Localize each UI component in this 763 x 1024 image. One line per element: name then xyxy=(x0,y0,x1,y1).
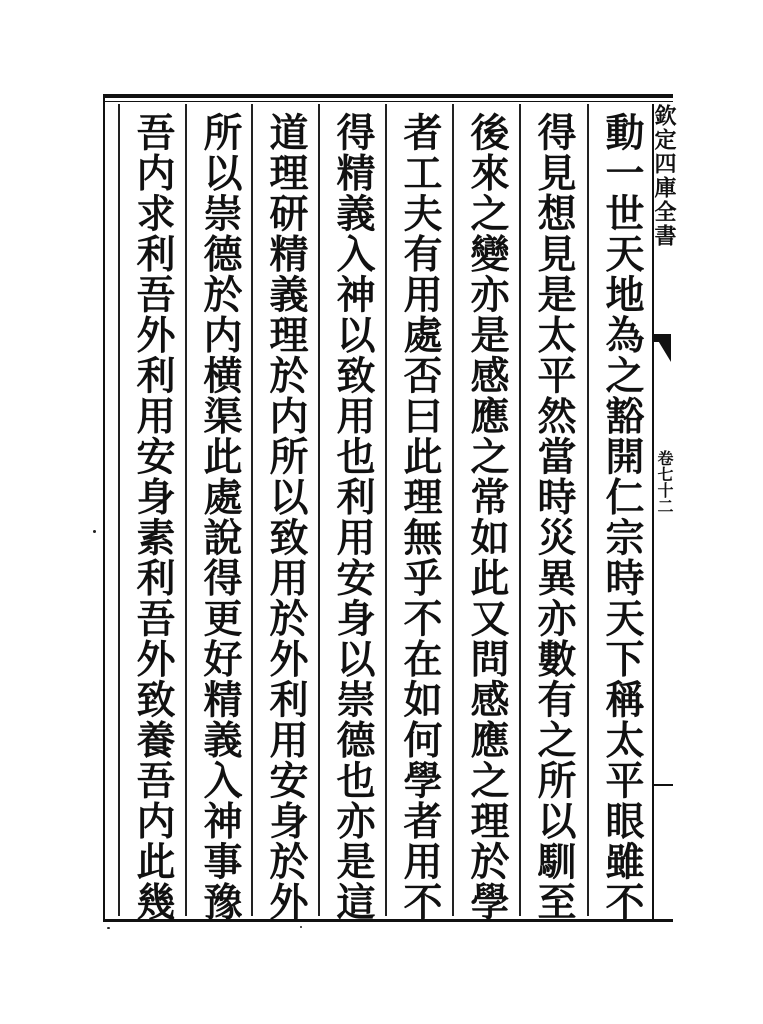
frame-top-border xyxy=(103,94,673,98)
column-text: 後來之變亦是感應之常如此又問感應之理於學 xyxy=(464,112,510,922)
column-text: 者工夫有用處否曰此理無乎不在如何學者用不 xyxy=(397,112,443,922)
book-title: 欽定四庫全書 xyxy=(651,104,677,248)
text-column-3 xyxy=(456,112,518,922)
column-divider xyxy=(118,104,120,916)
column-divider xyxy=(385,104,387,916)
text-column-5 xyxy=(322,112,384,922)
text-column-2 xyxy=(523,112,585,922)
chapter-label: 卷七十二 xyxy=(655,450,674,514)
scan-speck xyxy=(300,926,302,928)
text-column-4 xyxy=(389,112,451,922)
text-column-8 xyxy=(122,112,184,922)
column-text: 動一世天地為之豁開仁宗時天下稱太平眼雖不 xyxy=(599,112,645,922)
column-divider xyxy=(318,104,320,916)
frame-left-border xyxy=(103,97,105,920)
scan-speck xyxy=(93,530,96,533)
column-text: 得精義入神以致用也利用安身以崇德也亦是這 xyxy=(330,112,376,922)
column-divider xyxy=(452,104,454,916)
text-column-7 xyxy=(189,112,251,922)
column-divider xyxy=(185,104,187,916)
column-divider xyxy=(587,104,589,916)
fish-tail-mark-point xyxy=(654,334,671,362)
text-column-6 xyxy=(255,112,317,922)
column-text: 道理研精義理於内所以致用於外利用安身於外 xyxy=(263,112,309,922)
column-text: 吾内求利吾外利用安身素利吾外致養吾内此幾 xyxy=(130,112,176,922)
margin-tick xyxy=(652,784,673,786)
column-divider xyxy=(251,104,253,916)
column-text: 得見想見是太平然當時災異亦數有之所以馴至 xyxy=(531,112,577,922)
frame-top-inner-border xyxy=(103,101,673,102)
column-text: 所以崇德於内横渠此處說得更好精義入神事豫 xyxy=(197,112,243,922)
scan-speck xyxy=(107,927,110,929)
column-divider xyxy=(519,104,521,916)
text-column-1 xyxy=(591,112,653,922)
